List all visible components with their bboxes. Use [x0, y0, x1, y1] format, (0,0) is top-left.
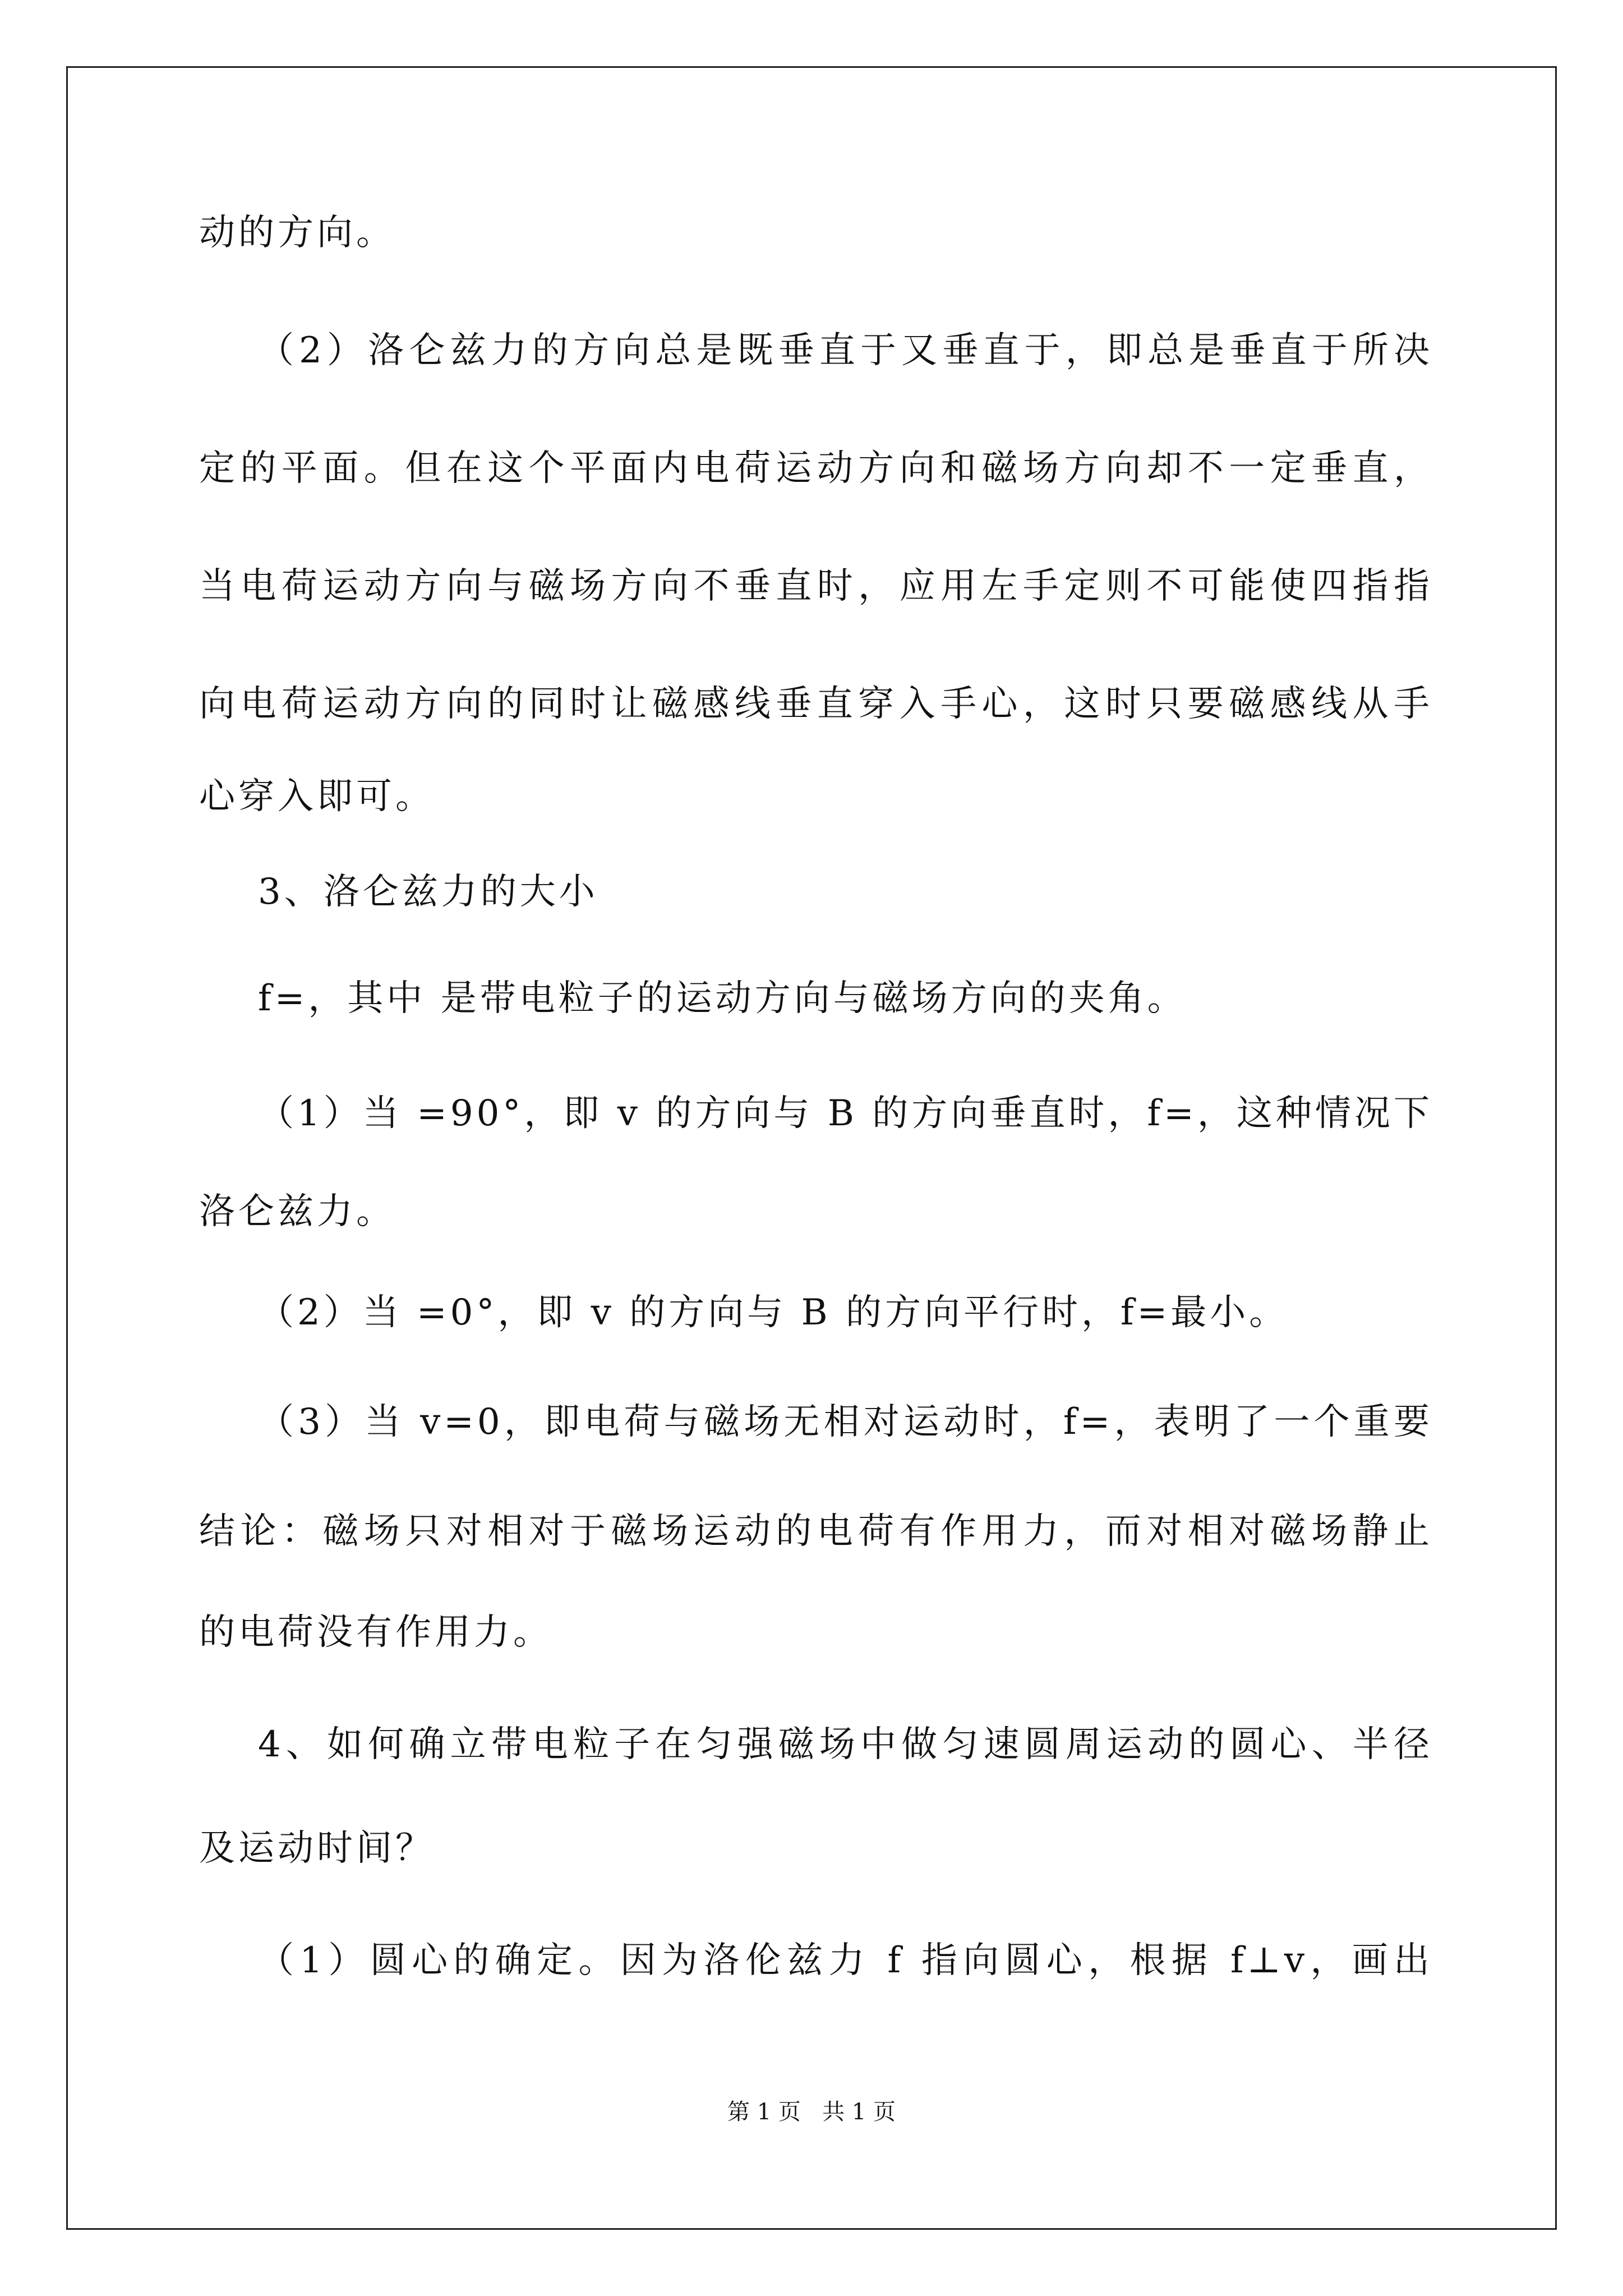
- paragraph-line: （1）当 =90°，即 v 的方向与 B 的方向垂直时，f=，这种情况下: [258, 1093, 1433, 1134]
- section-heading: 4、如何确立带电粒子在匀强磁场中做匀速圆周运动的圆心、半径: [258, 1724, 1433, 1765]
- paragraph-line: 心穿入即可。: [199, 776, 435, 817]
- paragraph-line: （2）当 =0°，即 v 的方向与 B 的方向平行时，f=最小。: [258, 1292, 1289, 1333]
- paragraph-line: 及运动时间？: [199, 1828, 435, 1869]
- paragraph-line: 结论：磁场只对相对于磁场运动的电荷有作用力，而对相对磁场静止: [199, 1511, 1433, 1552]
- paragraph-line: 洛仑兹力。: [199, 1191, 395, 1232]
- paragraph-line: （3）当 v=0，即电荷与磁场无相对运动时，f=，表明了一个重要: [258, 1401, 1433, 1443]
- paragraph-line: 动的方向。: [199, 212, 395, 254]
- paragraph-line: 当电荷运动方向与磁场方向不垂直时，应用左手定则不可能使四指指: [199, 565, 1433, 607]
- page-border: [66, 66, 1557, 2230]
- paragraph-line: （1）圆心的确定。因为洛伦兹力 f 指向圆心，根据 f⊥v，画出: [258, 1940, 1433, 1981]
- section-heading: 3、洛仑兹力的大小: [258, 871, 598, 913]
- paragraph-line: 定的平面。但在这个平面内电荷运动方向和磁场方向却不一定垂直，: [199, 448, 1433, 489]
- page-footer: 第 1 页 共 1 页: [727, 2099, 896, 2125]
- paragraph-line: f=，其中 是带电粒子的运动方向与磁场方向的夹角。: [258, 978, 1187, 1019]
- paragraph-line: 向电荷运动方向的同时让磁感线垂直穿入手心，这时只要磁感线从手: [199, 683, 1433, 725]
- paragraph-line: （2）洛仑兹力的方向总是既垂直于又垂直于，即总是垂直于所决: [258, 330, 1433, 371]
- paragraph-line: 的电荷没有作用力。: [199, 1612, 552, 1653]
